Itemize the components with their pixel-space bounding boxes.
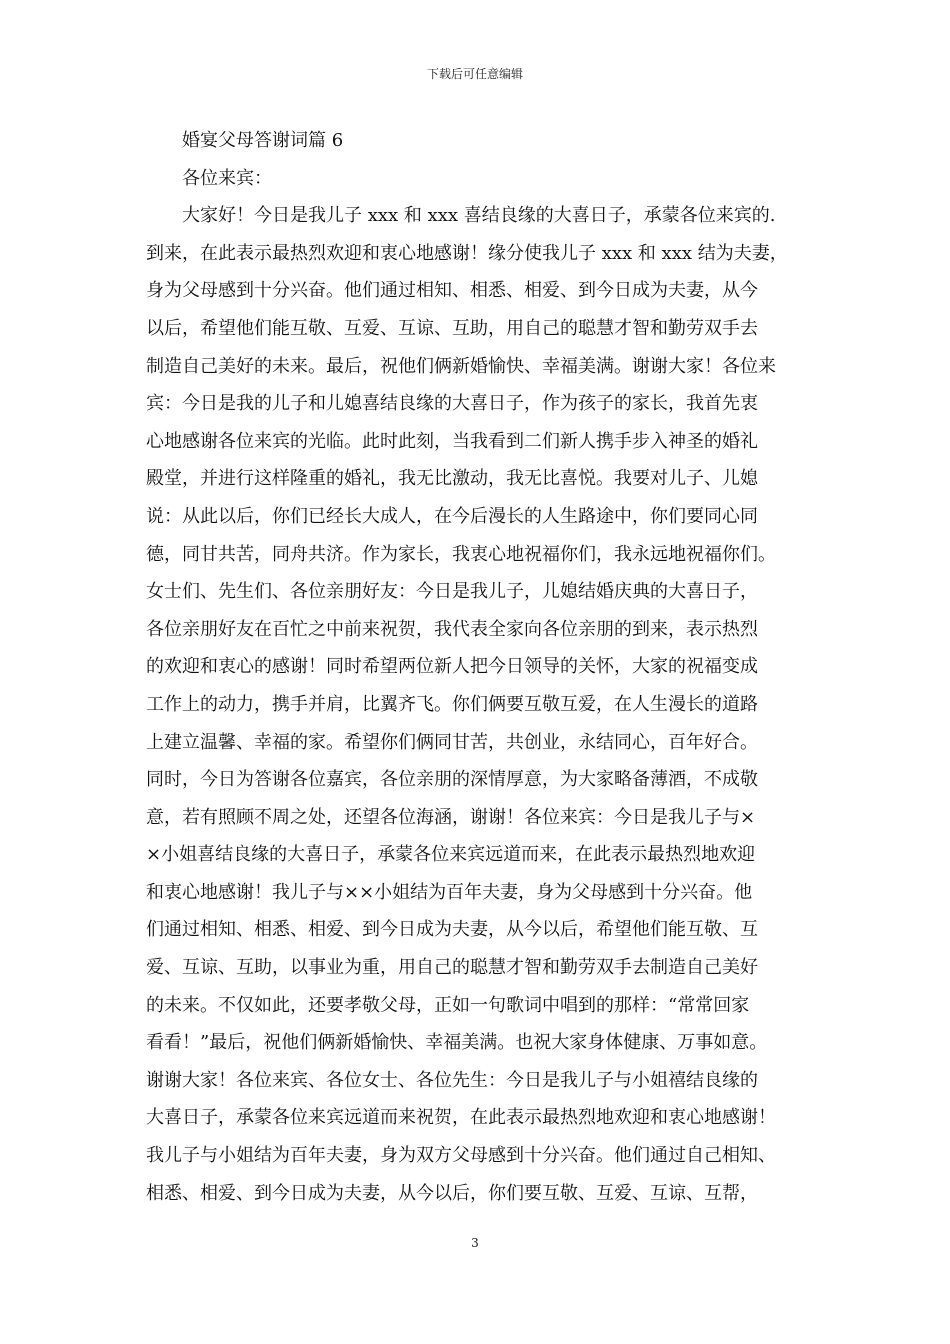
text-line: 相悉、相爱、到今日成为夫妻，从今以后，你们要互敬、互爱、互谅、互帮， <box>146 1182 758 1204</box>
text-line: 爱、互谅、互助，以事业为重，用自己的聪慧才智和勤劳双手去制造自己美好 <box>146 957 758 979</box>
text-line: 看看！”最后，祝他们俩新婚愉快、幸福美满。也祝大家身体健康、万事如意。 <box>146 1032 768 1054</box>
document-body <box>146 122 806 1212</box>
text-line: 和衷心地感谢！我儿子与××小姐结为百年夫妻，身为父母感到十分兴奋。他 <box>146 881 753 903</box>
text-line: 上建立温馨、幸福的家。希望你们俩同甘苦，共创业，永结同心，百年好合。 <box>146 731 758 753</box>
text-line: 以后，希望他们能互敬、互爱、互谅、互助，用自己的聪慧才智和勤劳双手去 <box>146 317 758 339</box>
page-number: 3 <box>471 1236 479 1250</box>
text-line: 工作上的动力，携手并肩，比翼齐飞。你们俩要互敬互爱，在人生漫长的道路 <box>146 693 758 715</box>
text-line: 女士们、先生们、各位亲朋好友：今日是我儿子，儿媳结婚庆典的大喜日子， <box>146 581 758 603</box>
text-line: 的未来。不仅如此，还要孝敬父母，正如一句歌词中唱到的那样：“常常回家 <box>146 994 750 1016</box>
text-line: 同时，今日为答谢各位嘉宾，各位亲朋的深情厚意，为大家略备薄酒，不成敬 <box>146 769 758 791</box>
text-line: 宾：今日是我的儿子和儿媳喜结良缘的大喜日子，作为孩子的家长，我首先衷 <box>146 393 758 415</box>
text-line: 殿堂，并进行这样隆重的婚礼，我无比激动，我无比喜悦。我要对儿子、儿媳 <box>146 468 758 490</box>
text-line: 心地感谢各位来宾的光临。此时此刻，当我看到二们新人携手步入神圣的婚礼 <box>146 430 758 452</box>
text-line: ×小姐喜结良缘的大喜日子，承蒙各位来宾远道而来，在此表示最热烈地欢迎 <box>146 844 756 866</box>
text-line: 各位亲朋好友在百忙之中前来祝贺，我代表全家向各位亲朋的到来，表示热烈 <box>146 618 758 640</box>
document-title: 婚宴父母答谢词篇 6 <box>182 130 344 151</box>
text-line: 德，同甘共苦，同舟共济。作为家长，我衷心地祝福你们，我永远地祝福你们。 <box>146 543 776 565</box>
text-line: 意，若有照顾不周之处，还望各位海涵，谢谢！各位来宾：今日是我儿子与× <box>146 806 756 828</box>
salutation: 各位来宾： <box>182 167 272 189</box>
text-line: 身为父母感到十分兴奋。他们通过相知、相悉、相爱、到今日成为夫妻，从今 <box>146 280 758 302</box>
text-line: 大家好！今日是我儿子 xxx 和 xxx 喜结良缘的大喜日子，承蒙各位来宾的. <box>182 205 776 227</box>
text-line: 们通过相知、相悉、相爱、到今日成为夫妻，从今以后，希望他们能互敬、互 <box>146 919 758 941</box>
page-header: 下载后可任意编辑 <box>426 67 523 81</box>
text-line: 大喜日子，承蒙各位来宾远道而来祝贺，在此表示最热烈地欢迎和衷心地感谢！ <box>146 1107 776 1129</box>
text-line: 谢谢大家！各位来宾、各位女士、各位先生：今日是我儿子与小姐禧结良缘的 <box>146 1069 758 1091</box>
text-line: 的欢迎和衷心的感谢！同时希望两位新人把今日领导的关怀，大家的祝福变成 <box>146 656 758 678</box>
text-line: 到来，在此表示最热烈欢迎和衷心地感谢！缘分使我儿子 xxx 和 xxx 结为夫妻， <box>146 242 788 264</box>
text-line: 制造自己美好的未来。最后，祝他们俩新婚愉快、幸福美满。谢谢大家！各位来 <box>146 355 776 377</box>
text-line: 说：从此以后，你们已经长大成人，在今后漫长的人生路途中，你们要同心同 <box>146 505 758 527</box>
text-line: 我儿子与小姐结为百年夫妻，身为双方父母感到十分兴奋。他们通过自己相知、 <box>146 1145 776 1167</box>
